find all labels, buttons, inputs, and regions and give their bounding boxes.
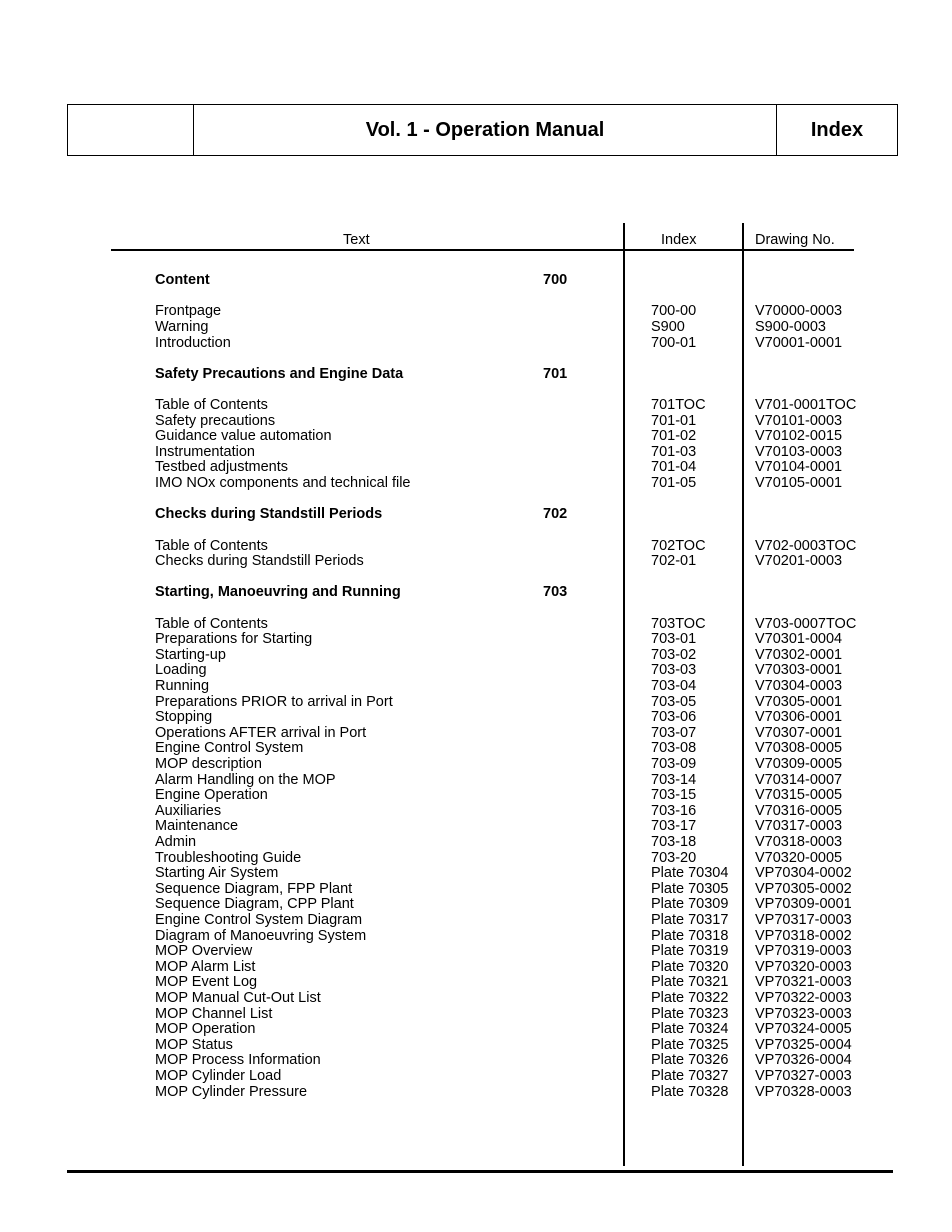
table-row: [0, 725, 952, 741]
entry-index: Plate 70319: [651, 943, 729, 960]
table-row: [0, 881, 952, 897]
table-row: [0, 943, 952, 959]
entry-drawing: VP70322-0003: [755, 990, 852, 1006]
entry-text: Frontpage: [155, 303, 222, 320]
entry-index: 703-16: [651, 802, 697, 819]
section-title: Starting, Manoeuvring and Running: [155, 584, 401, 601]
entry-index: 703TOC: [651, 615, 706, 632]
entry-drawing: VP70319-0003: [755, 943, 852, 960]
table-row: [0, 694, 952, 710]
entry-drawing: VP70323-0003: [755, 1005, 852, 1022]
entry-drawing: V70102-0015: [755, 428, 843, 445]
entry-index: 703-03: [651, 662, 697, 679]
table-row: [0, 413, 952, 429]
entry-text: Introduction: [155, 334, 231, 351]
table-row: [0, 1068, 952, 1084]
entry-drawing: V70101-0003: [755, 412, 843, 429]
entry-index: 703-20: [651, 849, 697, 866]
column-header-index: Index: [661, 232, 697, 248]
entry-text: MOP Operation: [155, 1021, 256, 1038]
entry-text: Troubleshooting Guide: [155, 849, 302, 866]
table-row: [0, 974, 952, 990]
entry-drawing: VP70324-0005: [755, 1021, 852, 1038]
entry-text: MOP Process Information: [155, 1052, 321, 1069]
table-row: [0, 818, 952, 834]
table-row: [0, 553, 952, 569]
entry-index: 703-04: [651, 678, 697, 694]
entry-drawing: V702-0003TOC: [755, 537, 857, 554]
entry-text: Sequence Diagram, FPP Plant: [155, 880, 353, 897]
entry-drawing: V70000-0003: [755, 303, 843, 320]
entry-drawing: V70305-0001: [755, 693, 843, 710]
entry-drawing: VP70309-0001: [755, 896, 852, 913]
entry-text: Auxiliaries: [155, 802, 222, 819]
entry-drawing: VP70318-0002: [755, 927, 852, 944]
section-title: Checks during Standstill Periods: [155, 506, 383, 523]
table-row: [0, 1037, 952, 1053]
entry-index: Plate 70317: [651, 912, 729, 928]
table-row: [0, 319, 952, 335]
entry-drawing: VP70304-0002: [755, 865, 852, 882]
entry-drawing: V70104-0001: [755, 459, 843, 476]
entry-text: Engine Operation: [155, 787, 268, 804]
entry-drawing: V70309-0005: [755, 756, 843, 772]
table-row: [0, 756, 952, 772]
entry-drawing: V70103-0003: [755, 443, 843, 460]
entry-text: Table of Contents: [155, 397, 268, 413]
entry-drawing: V70303-0001: [755, 662, 843, 679]
entry-drawing: V70318-0003: [755, 834, 843, 850]
entry-text: MOP Status: [155, 1036, 233, 1053]
entry-index: 703-15: [651, 787, 697, 804]
entry-drawing: V701-0001TOC: [755, 397, 857, 413]
entry-index: Plate 70326: [651, 1052, 729, 1069]
entry-text: Testbed adjustments: [155, 459, 288, 476]
section-number: 701: [543, 365, 568, 382]
entry-text: Admin: [155, 834, 197, 850]
entry-drawing: V70302-0001: [755, 646, 843, 663]
table-row: [0, 803, 952, 819]
entry-drawing: V70320-0005: [755, 849, 843, 866]
entry-drawing: V70308-0005: [755, 740, 843, 757]
entry-index: Plate 70322: [651, 990, 729, 1006]
document-title: Vol. 1 - Operation Manual: [194, 105, 777, 155]
section-number: 703: [543, 584, 568, 601]
entry-index: Plate 70321: [651, 974, 729, 991]
table-row: [0, 912, 952, 928]
entry-text: MOP Event Log: [155, 974, 258, 991]
entry-index: Plate 70304: [651, 865, 729, 882]
table-row: [0, 1084, 952, 1100]
entry-text: Starting Air System: [155, 865, 279, 882]
entry-index: 700-00: [651, 303, 697, 320]
table-row: [0, 678, 952, 694]
table-row: [0, 834, 952, 850]
entry-text: Stopping: [155, 709, 213, 726]
section-heading: [0, 584, 952, 600]
entry-drawing: V703-0007TOC: [755, 615, 857, 632]
entry-text: Table of Contents: [155, 615, 268, 632]
entry-index: 702-01: [651, 553, 697, 570]
entry-index: Plate 70323: [651, 1005, 729, 1022]
table-row: [0, 444, 952, 460]
entry-index: 703-09: [651, 756, 697, 772]
table-row: [0, 428, 952, 444]
entry-index: S900: [651, 318, 685, 335]
entry-index: 703-06: [651, 709, 697, 726]
table-row: [0, 865, 952, 881]
entry-drawing: V70306-0001: [755, 709, 843, 726]
section-number: 702: [543, 506, 568, 523]
entry-index: 701-01: [651, 412, 697, 429]
entry-text: IMO NOx components and technical file: [155, 475, 411, 491]
table-row: [0, 850, 952, 866]
column-header-text: Text: [343, 232, 370, 248]
entry-drawing: VP70327-0003: [755, 1068, 852, 1084]
section-title: Safety Precautions and Engine Data: [155, 365, 404, 382]
entry-drawing: V70301-0004: [755, 631, 843, 648]
entry-index: 701TOC: [651, 397, 706, 413]
table-row: [0, 1021, 952, 1037]
entry-text: MOP Alarm List: [155, 958, 256, 975]
entry-index: Plate 70325: [651, 1036, 729, 1053]
entry-index: 703-14: [651, 771, 697, 788]
entry-index: 700-01: [651, 334, 697, 351]
table-row: [0, 631, 952, 647]
entry-drawing: S900-0003: [755, 318, 826, 335]
entry-index: 701-04: [651, 459, 697, 476]
entry-index: 703-02: [651, 646, 697, 663]
table-row: [0, 928, 952, 944]
entry-drawing: VP70305-0002: [755, 880, 852, 897]
entry-text: Warning: [155, 318, 209, 335]
entry-text: Alarm Handling on the MOP: [155, 771, 336, 788]
entry-text: MOP Cylinder Load: [155, 1068, 282, 1084]
entry-text: Guidance value automation: [155, 428, 332, 445]
entry-drawing: VP70317-0003: [755, 912, 852, 928]
entry-index: Plate 70327: [651, 1068, 729, 1084]
entry-text: MOP Channel List: [155, 1005, 273, 1022]
section-heading: [0, 272, 952, 288]
entry-index: 703-18: [651, 834, 697, 850]
entry-text: Starting-up: [155, 646, 226, 663]
entry-drawing: V70304-0003: [755, 678, 843, 694]
table-row: [0, 616, 952, 632]
entry-text: Maintenance: [155, 818, 239, 835]
entry-drawing: VP70321-0003: [755, 974, 852, 991]
entry-drawing: V70001-0001: [755, 334, 843, 351]
section-heading: [0, 366, 952, 382]
entry-index: 703-17: [651, 818, 697, 835]
entry-index: 703-08: [651, 740, 697, 757]
entry-index: Plate 70324: [651, 1021, 729, 1038]
entry-text: MOP Manual Cut-Out List: [155, 990, 321, 1006]
table-row: [0, 1006, 952, 1022]
table-row: [0, 662, 952, 678]
entry-index: Plate 70328: [651, 1083, 729, 1100]
entry-drawing: V70315-0005: [755, 787, 843, 804]
section-heading: [0, 506, 952, 522]
entry-index: 703-07: [651, 724, 697, 741]
entry-drawing: V70105-0001: [755, 475, 843, 491]
table-row: [0, 397, 952, 413]
entry-text: Diagram of Manoeuvring System: [155, 927, 367, 944]
entry-drawing: V70317-0003: [755, 818, 843, 835]
entry-drawing: VP70328-0003: [755, 1083, 852, 1100]
entry-text: Preparations for Starting: [155, 631, 313, 648]
section-number: 700: [543, 272, 568, 288]
table-row: [0, 647, 952, 663]
footer-rule: [67, 1170, 893, 1173]
entry-index: 701-02: [651, 428, 697, 445]
entry-drawing: VP70326-0004: [755, 1052, 852, 1069]
entry-index: Plate 70305: [651, 880, 729, 897]
entry-text: Safety precautions: [155, 412, 276, 429]
entry-index: Plate 70309: [651, 896, 729, 913]
section-title: Content: [155, 272, 210, 288]
column-header-drawing: Drawing No.: [755, 232, 835, 248]
entry-text: Instrumentation: [155, 443, 255, 460]
entry-index: Plate 70318: [651, 927, 729, 944]
entry-text: Engine Control System Diagram: [155, 912, 363, 928]
document-section-label: Index: [810, 118, 864, 141]
table-row: [0, 1052, 952, 1068]
entry-text: MOP Cylinder Pressure: [155, 1083, 308, 1100]
table-row: [0, 335, 952, 351]
table-row: [0, 772, 952, 788]
entry-index: 703-05: [651, 693, 697, 710]
entry-index: 703-01: [651, 631, 697, 648]
table-row: [0, 990, 952, 1006]
entry-drawing: VP70325-0004: [755, 1036, 852, 1053]
entry-text: Operations AFTER arrival in Port: [155, 724, 367, 741]
entry-drawing: V70314-0007: [755, 771, 843, 788]
entry-index: 701-03: [651, 443, 697, 460]
header-left-cell: [68, 105, 194, 155]
entry-drawing: V70201-0003: [755, 553, 843, 570]
entry-text: Checks during Standstill Periods: [155, 553, 364, 570]
entry-index: 702TOC: [651, 537, 706, 554]
entry-drawing: VP70320-0003: [755, 958, 852, 975]
document-header: [67, 104, 898, 156]
entry-index: Plate 70320: [651, 958, 729, 975]
table-row: [0, 709, 952, 725]
entry-text: Running: [155, 678, 210, 694]
table-row: [0, 787, 952, 803]
entry-text: Loading: [155, 662, 207, 679]
entry-index: 701-05: [651, 475, 697, 491]
table-row: [0, 475, 952, 491]
entry-drawing: V70316-0005: [755, 802, 843, 819]
entry-text: MOP description: [155, 756, 262, 772]
entry-drawing: V70307-0001: [755, 724, 843, 741]
entry-text: Engine Control System: [155, 740, 304, 757]
table-row: [0, 896, 952, 912]
entry-text: MOP Overview: [155, 943, 253, 960]
table-row: [0, 459, 952, 475]
table-row: [0, 303, 952, 319]
entry-text: Preparations PRIOR to arrival in Port: [155, 693, 393, 710]
table-row: [0, 959, 952, 975]
table-row: [0, 538, 952, 554]
entry-text: Sequence Diagram, CPP Plant: [155, 896, 354, 913]
entry-text: Table of Contents: [155, 537, 268, 554]
table-row: [0, 740, 952, 756]
